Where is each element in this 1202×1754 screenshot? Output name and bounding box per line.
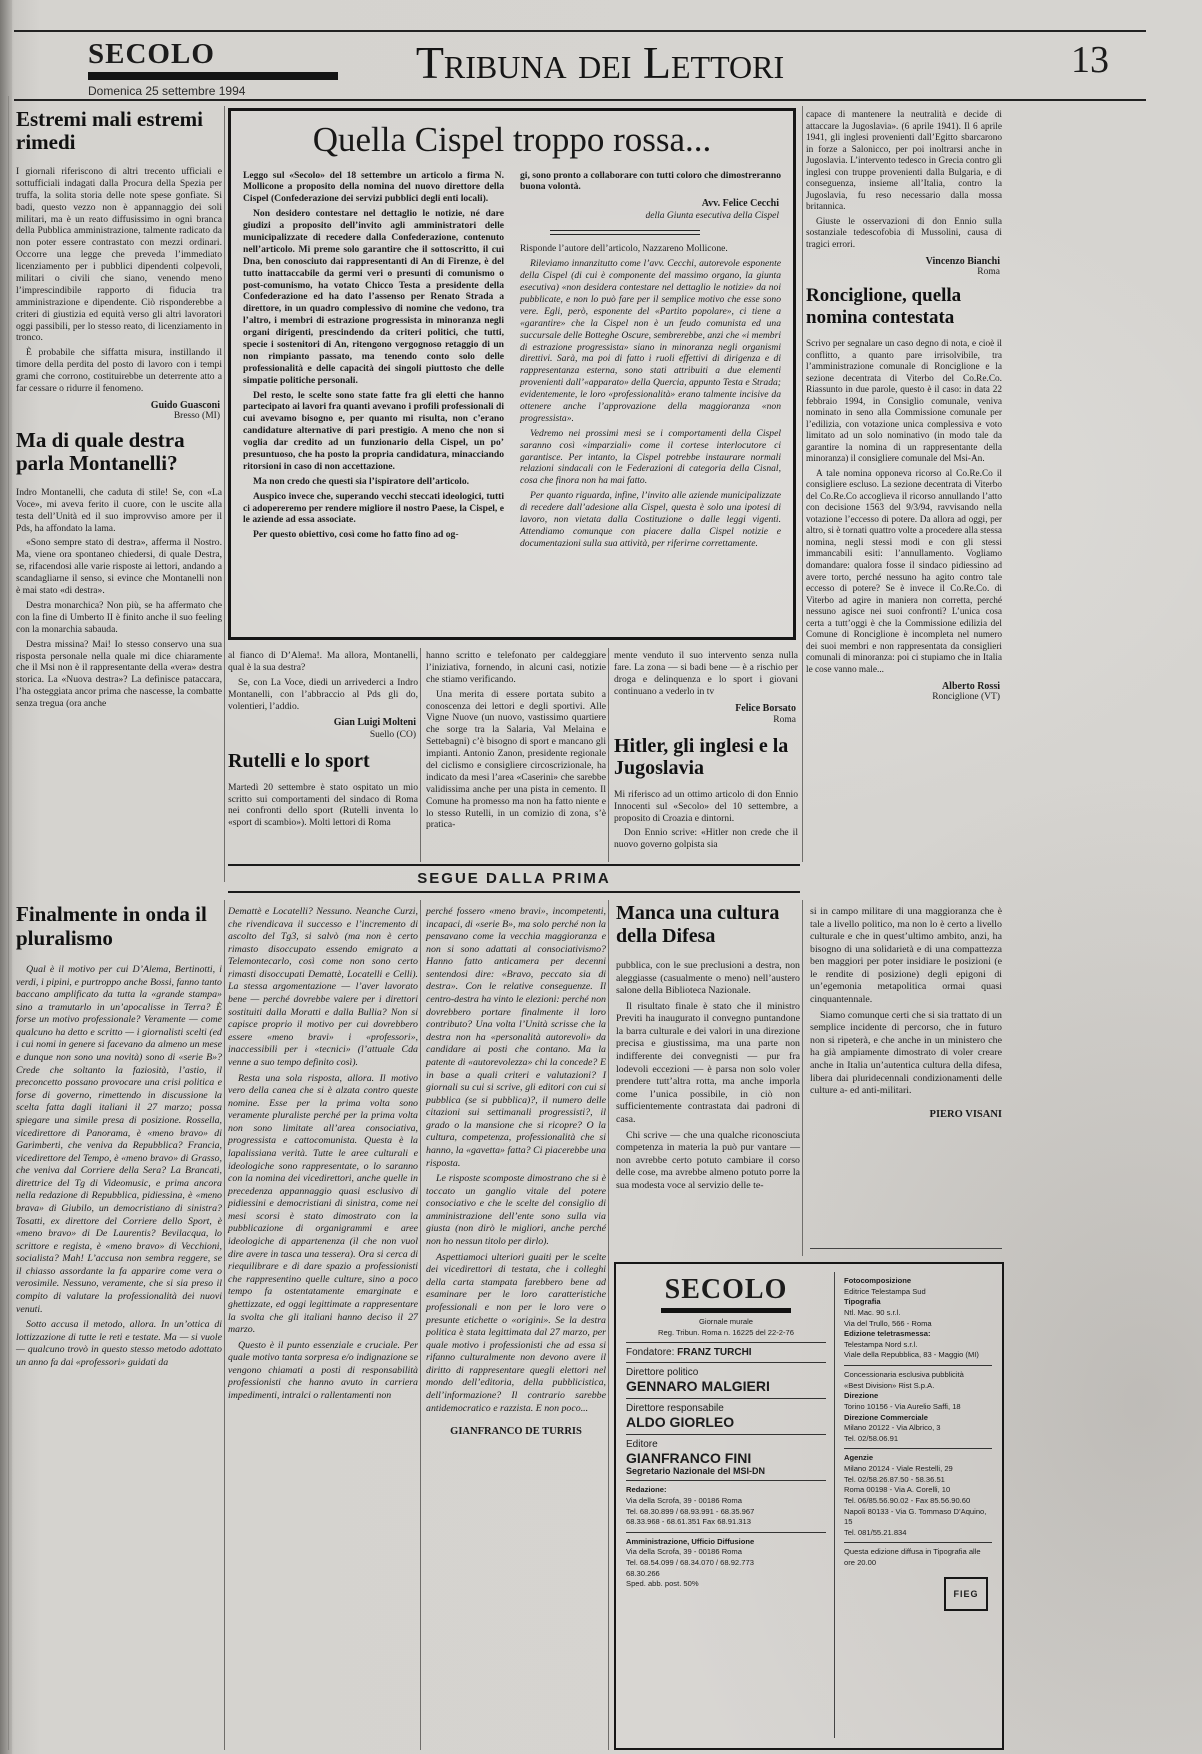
letter-signature (806, 256, 1000, 277)
colophon-line: Tel. 02/58.26.87.50 - 58.36.51 (844, 1474, 945, 1484)
article-title: Manca una cultura della Difesa (616, 902, 780, 947)
mid-column-a (228, 650, 418, 832)
political-director-name: GENNARO MALGIERI (626, 1378, 770, 1395)
publisher-name: GIANFRANCO FINI (626, 1450, 752, 1467)
paragraph: Don Ennio scrive: «Hitler non crede che il nuovo governo golpista sia (614, 827, 798, 851)
letter-signature (520, 198, 779, 222)
colophon-logo: SECOLO (664, 1274, 788, 1305)
paragraph: A tale nomina opponeva ricorso al Co.Re.Co il consigliere escluso. La sezione decentrata di Viterbo del Co.Re.Co accoglieva il ricorso annullando l’atto con decisione 1563 del 9/3/94, ravvisando nella votazione l’eccesso di potere. Da allora ad oggi, per altro, si è tornati quattro volte a procedere alla stessa nomina, negli stessi modi e con gli stessi immancabili esiti: l’annullamento. Vogliamo domandare: qualora fosse il sindaco pidiessino ad avere torto, perché nessuno ha agito contro tale eccesso di potere? Se è invece il Co.Re.Co. di Viterbo ad agire in maniera non corretta, perché nessuno agisce nei suoi confronti? L’unica cosa certa a tutt’oggi è che la Commissione edilizia del Comune di Ronciglione è incompleta nel numero dei suoi membri e non rappresentata da consiglieri comunali di minoranza: poi ci stupiamo che in Italia le cose vanno male... (806, 468, 1002, 675)
article-title: Quella Cispel troppo rossa... (312, 120, 712, 159)
paragraph: Destra monarchica? Non più, se ha affermato che con la fine di Umberto II è finito anche il suo feeling con la monarchia sabauda. (16, 599, 222, 635)
divider (626, 1342, 826, 1343)
author-signature: GIANFRANCO DE TURRIS (450, 1426, 582, 1438)
paragraph: Auspico invece che, superando vecchi steccati ideologici, tutti ci adopereremo per rendere migliore il nostro Paese, la Cispel, e le aziende ad essa associate. (243, 490, 504, 526)
paragraph: Aspettiamoci ulteriori guaiti per le scelte dei vicedirettori di testata, che i colleghi della carta stampata farebbero bene ad esaminare per le loro caratteristiche professionali e non per le loro vere o presunte etichette o «origini». Se la destra politica è stata legittimata dal 27 marzo, per quale motivo i professionisti che ad essa si rifanno culturalmente non devono avere il diritto di rappresentare quegli elettori nel mondo dell’editoria, della pubblicistica, dell’informazione? Il contrario sarebbe antidemocratico e razzista. E non poco... (426, 1251, 606, 1414)
founder-row (626, 1347, 826, 1358)
column-rule (802, 900, 803, 1256)
signature-role: della Giunta esecutiva della Cispel (645, 210, 779, 221)
column-rule (420, 900, 421, 1750)
colophon-line: Via del Trullo, 566 - Roma (844, 1318, 932, 1328)
colophon-registration: Reg. Tribun. Roma n. 16225 del 22-2-76 (658, 1327, 794, 1337)
header-rule-top (14, 30, 1146, 32)
divider (626, 1434, 826, 1435)
reply-divider (550, 230, 700, 235)
paragraph: si in campo militare di una maggioranza che è tale a livello politico, ma non lo è certo a livello culturale e che in quest’ultimo ambito, anzi, ha bisogno di una solidarietà e di una compattezza ben maggiori per poter insidiare le posizioni (e le rendite di posizione) degli epigoni di un’egemonia metapolitica ormai quasi cinquantennale. (810, 906, 1002, 1006)
paragraph: Siamo comunque certi che si sia trattato di un semplice incidente di percorso, che in futuro non si ripeterà, e che anche in un ministero che ha già ampiamente dimostrato di voler creare anche in Italia un’autentica cultura della difesa, libera dai pluridecennali condizionamenti delle culture a- ed anti-militari. (810, 1009, 1002, 1097)
letter-signature (614, 703, 796, 727)
colophon-line: Viale della Repubblica, 83 - Maggio (MI) (844, 1350, 979, 1360)
paragraph: Demattè e Locatelli? Nessuno. Neanche Curzi, che rivendicava il successo e l’incremento di ascolto del Tg3, si salvò (ma non è certo rimasto disoccupato essendo emigrato a Telemontecarlo, così come non sono certo rimasti disoccupati Demattè, Locatelli e Celli). La stessa argomentazione — l’aver lavorato bene — perché dovrebbe valere per i direttori sostituiti dalla Moratti e dalla Bullia? Non si capisce proprio il motivo per cui dovrebbero essere «meno bravi» i «professori», inaccessibili per i «tecnici» (l’attuale Cda venne a suo tempo definito così). (228, 906, 418, 1068)
paragraph: Il risultato finale è stato che il ministro Previti ha inaugurato il convegno puntandone la barra culturale e dei valori in una direzione precisa e giustissima, ma una parte non indifferente dei convegnisti — pur fra lodevoli eccezioni — è parsa non solo voler prendere tutt’altra rotta, ma anche imporla come l’unica possibile, in ciò non sufficientemente contrastata dai padroni di casa. (616, 1000, 800, 1125)
column-rule (224, 106, 225, 882)
colophon-line: Direzione Commerciale (844, 1412, 928, 1422)
paragraph: Resta una sola risposta, allora. Il motivo vero della canea che si è alzata contro queste nomine. Esse per la prima volta sono veramente pluraliste perché per la prima volta non sono limitate all’area consociativa, progressista e cattocomunista. Questa è la lapalissiana verità. Tutte le aree culturali e ideologiche sono rappresentate, o lo saranno con la nomina dei vicedirettori, anche quelle in precedenza appannaggio quasi esclusivo di pidiessini e democristiani di sinistra, come nei mesi scorsi è stato dimostrato con la pubblicazione di organigrammi e aree ideologiche di appartenenza (il che non vuol dire avere in tasca una tessera). Ora si cerca di riequilibrare e di dare spazio a professionisti che rappresentino quelle culture, sino a poco tempo fa ostentatamente emarginate e ghettizzate, ed oggi legittimate a rappresentare la svolta che gli italiani hanno deciso il 27 marzo. (228, 1072, 418, 1336)
paragraph: Sotto accusa il metodo, allora. In un’ottica di lottizzazione di tutte le reti e testate. Ma — si vuole — qualcuno trovò in questo stesso metodo adottato un anno fa dai «professori» guidati da (16, 1319, 222, 1368)
column-rule (608, 900, 609, 1750)
signature-name: Alberto Rossi (941, 681, 1000, 693)
paragraph: Del resto, le scelte sono state fatte fra gli eletti che hanno partecipato ai lavori fra quanti avevano i profili professionali di cui avevamo bisogno e, per quanto mi risulta, non c’erano candidature alternative di pari prestigio. A meno che non si voglia dar credito ad un funzionario della Cispel, un po’ presuntuoso, che ha posto la propria candidatura, minacciando ritorsioni in caso di non accettazione. (243, 389, 504, 472)
mid-column-b (426, 650, 606, 834)
letter-column-right (520, 170, 781, 553)
paragraph: pubblica, con le sue preclusioni a destra, non aleggiasse (casualmente o meno) nell’austero salone della Biblioteca Nazionale. (616, 960, 800, 997)
paragraph: Vedremo nei prossimi mesi se i comportamenti della Cispel saranno così «imparziali» come il cortese interlocutore ci garantisce. Per intanto, la Cispel potrebbe instaurare normali relazioni sindacali con le Federazioni di categoria della Cisnal, cosa che finora non ha mai fatto. (520, 427, 781, 487)
column-rule (802, 106, 803, 862)
paragraph: Leggo sul «Secolo» del 18 settembre un articolo a firma N. Mollicone a proposito della nomina del nuovo direttore della Cispel (Confederazione dei servizi pubblici degli enti locali). (243, 169, 504, 205)
amministrazione-label: Amministrazione, Ufficio Diffusione (626, 1536, 755, 1546)
colophon-line: Milano 20122 - Via Albrico, 3 (844, 1423, 941, 1433)
paragraph: capace di mantenere la neutralità e decide di attaccare la Jugoslavia». (6 aprile 1941). Il 6 aprile 1941, gli inglesi provenienti dall’Egitto sbarcarono in forze a Salonicco, per poi inoltrarsi anche in Jugoslavia. L’intervento tedesco in Grecia contro gli inglesi con truppe provenienti dalla Bulgaria, e di conseguenza, insieme all’Italia, contro la Jugoslavia, fu reso necessario dalla mossa britannica. (806, 110, 1002, 213)
responsible-director-name: ALDO GIORLEO (626, 1414, 735, 1431)
publisher-subtitle: Segretario Nazionale del MSI-DN (626, 1466, 766, 1477)
colophon-line: Tel. 02/58.06.91 (844, 1433, 899, 1443)
scan-edge (0, 0, 12, 1754)
colophon-line: Edizione teletrasmessa: (844, 1329, 931, 1339)
paragraph: «Sono sempre stato di destra», afferma il Nostro. Ma, viene ora spontaneo chiedersi, di quale Destra, se, rifacendosi alle varie risposte ai lettori, andando a scandagliarne il senso, si evince che Montanelli non è mai stato «di destra». (16, 537, 222, 597)
column-rule (224, 900, 225, 1750)
colophon-line: Direzione (844, 1391, 879, 1401)
colophon-line: Milano 20124 - Viale Restelli, 29 (844, 1464, 953, 1473)
colophon-logo-bar (661, 1308, 791, 1313)
segue-banner-text: SEGUE DALLA PRIMA (417, 870, 611, 887)
letter-signature (806, 681, 1000, 702)
signature-place: Roma (773, 714, 796, 725)
signature-name: Avv. Felice Cecchi (701, 198, 779, 210)
article-title: Estremi mali estremi rimedi (16, 107, 204, 154)
issue-date: Domenica 25 settembre 1994 (88, 84, 246, 98)
article-body (806, 339, 1002, 676)
signature-place: Roma (977, 267, 1000, 278)
paragraph: hanno scritto e telefonato per caldeggiare l’iniziativa, fornendo, in alcuni casi, notizie che stiamo verificando. (426, 650, 606, 685)
divider (844, 1365, 992, 1366)
paragraph: Questo è il punto essenziale e cruciale. Per quale motivo tanta sorpresa e/o indignazione se vengono chiamati a posti di responsabilità professionisti che hanno avuto in carriera impedimenti, intralci o rallentamenti non (228, 1339, 418, 1401)
section-rule (810, 1248, 1002, 1249)
colophon-divider (834, 1272, 835, 1738)
paragraph: Ma non credo che questi sia l’ispiratore dell’articolo. (253, 475, 470, 487)
paragraph: al fianco di D’Alema!. Ma allora, Montanelli, qual è la sua destra? (228, 650, 418, 673)
redazione-line: Tel. 68.30.899 / 68.93.991 - 68.35.967 (626, 1506, 755, 1516)
signature-name: Felice Borsato (735, 702, 796, 714)
article-pluralismo (16, 902, 222, 1373)
page-title: Tribuna dei Lettori (415, 37, 785, 88)
article-body (806, 110, 1002, 251)
colophon-line: Napoli 80133 - Via G. Tommaso D’Aquino, 15 (844, 1506, 987, 1527)
page-number: 13 (1071, 39, 1109, 81)
edition-note: Questa edizione diffusa in Tipografia alle ore 20.00 (844, 1547, 981, 1567)
article-cispel-box (228, 108, 796, 640)
colophon-line: Concessionaria esclusiva pubblicità (844, 1370, 964, 1379)
article-difesa (616, 902, 800, 1195)
amministrazione-line: Tel. 68.54.099 / 68.34.070 / 68.92.773 (626, 1558, 754, 1567)
paragraph: I giornali riferiscono di altri trecento ufficiali e sottufficiali indagati dalla Procura della Spezia per truffa, la solita storia delle note spese gonfiate. Si badi, questo vezzo non è appannaggio dei soli militari, ma è un reato diffusissimo in ogni branca della Pubblica amministrazione, talmente radicato da non poter essere contrastato con mezzi ordinari. Occorre una legge che preveda l’immediato licenziamento per i pubblici dipendenti colpevoli, militari o civili che siano, venendo meno l’imprescindibile rapporto di fiducia tra amministrazione e dipendente. Ciò risponderebbe a criteri di giustizia ed equità verso gli altri lavoratori oggi passibili, per lo stesso reato, di licenziamento in tronco. (16, 166, 222, 344)
signature-place: Bresso (MI) (173, 410, 220, 421)
divider (626, 1480, 826, 1481)
article-title: Hitler, gli inglesi e la Jugoslavia (614, 734, 789, 779)
divider (844, 1542, 992, 1543)
author-signature: PIERO VISANI (929, 1108, 1002, 1120)
letter-signature (228, 717, 416, 741)
letter-column-left (243, 170, 504, 553)
redazione-line: Via della Scrofa, 39 - 00186 Roma (626, 1495, 742, 1505)
founder-label: Fondatore: (626, 1347, 675, 1359)
colophon-left (626, 1274, 826, 1590)
segue-banner (228, 864, 800, 893)
colophon-line: Fotocomposizione (844, 1276, 912, 1285)
colophon-box (614, 1262, 1004, 1750)
paragraph: Se, con La Voce, diedi un arrivederci a Indro Montanelli, con l’abbraccio al Pds gli do, volentieri, l’addio. (228, 676, 418, 712)
paragraph: mente venduto il suo intervento senza nulla fare. La zona — si badi bene — è a rischio per droga e delinquenza e lo sport i giovani continuano a vederlo in tv (614, 650, 798, 697)
publisher-label: Editore (626, 1439, 658, 1451)
article-body (16, 166, 222, 395)
paragraph: Le risposte scomposte dimostrano che si è toccato un ganglio vitale del potere consociativo e che le scelte del consiglio di amministrazione dell’ente sono sulla via giusta (non dirò le migliori, anche perché non ho nessun titolo per dirlo). (426, 1173, 606, 1248)
founder-name: FRANZ TURCHI (677, 1347, 752, 1359)
paragraph: Non desidero contestare nel dettaglio le notizie, né dare giudizi a proposito dell’invito agli amministratori delle municipalizzate di recedere dalla Confederazione, contenuto nell’articolo. Mi preme solo garantire che il sottoscritto, il cui Dna, ben conosciuto dai rappresentanti di An di Firenze, è del tutto inattaccabile da germi veri o presunti di comunismo o post-comunismo, ha votato Chicco Testa a presidente della Confederazione ed ha dato l’assenso per Renato Strada a direttore, in un quadro complessivo di nomine che vedono, tra l’altro, i membri di estrazione progressista in minoranza negli organi dirigenti, prescindendo da criteri politici, che tutti, specie i sostenitori di An, ritengono vergognoso retaggio di un non rimpianto passato, ma tenendo conto solo delle professionalità e delle capacità dei singoli piuttosto che delle simpatie politiche personali. (243, 208, 504, 386)
paragraph: Scrivo per segnalare un caso degno di nota, e cioè il conflitto, a quanto pare irrisolvibile, tra l’amministrazione comunale di Ronciglione e la sezione decentrata di Viterbo del Co.Re.Co. Riassunto in due parole, questo è il caso: in data 22 febbraio 1994, in Consiglio comunale, veniva nominato in seno alla Commissione comunale per l’edilizia, con votazione unica complessiva e voto limitato ad un solo nominativo (in modo tale da garantire la nomina di un rappresentante della minoranza) il consigliere comunale del Msi-An. (806, 339, 1002, 465)
column-rule (420, 648, 421, 862)
colophon-line: Tel. 081/55.21.834 (844, 1527, 907, 1537)
political-director-label: Direttore politico (626, 1367, 699, 1379)
letter-signature (16, 400, 220, 421)
colophon-line: Tipografia (844, 1297, 881, 1307)
colophon-line: Torino 10156 - Via Aurelio Saffi, 18 (844, 1401, 961, 1411)
amministrazione-line: Sped. abb. post. 50% (626, 1579, 699, 1589)
article-title: Ronciglione, quella nomina contestata (806, 285, 962, 329)
paragraph: perché fossero «meno bravi», incompetenti, incapaci, di «serie B», ma solo perché non la pensavano come la vecchia maggioranza e non si sono adattati al consociativismo? Hanno fatto anticamera per decenni sentendosi dire: «Bravo, peccato sia di destra». Con le relative conseguenze. Il centro-destra ha vinto le elezioni: perché non dovrebbero portare finalmente il loro contributo? Una volta l’Unità scrisse che la destra non ha «personalità autorevoli» da candidare ai posti che contano. Ma la patente di «autorevolezza» chi la concede? E in base a quali criteri e valutazioni? I giornali su cui si scrive, gli editori con cui si pubblica (se si pubblica)?, il numero delle citazioni sui settimanali progressisti?, il grado o la mansione che si ricopre? O la cultura, competenza, professionalità che si hanno, la «gavetta» fatta? Ci piacerebbe una risposta. (426, 906, 606, 1169)
colophon-subtitle: Giornale murale (698, 1317, 754, 1326)
article-body (616, 960, 800, 1192)
bottom-column-5 (810, 906, 1002, 1121)
paragraph: Qual è il motivo per cui D’Alema, Bertinotti, i verdi, i pipini, e purtroppo anche Bossi, fanno tanto baccano amplificato da tutta la «grande stampa» sino a tramutarlo in un’apocalisse in Terra? È forse un motivo professionale? Veramente — come qualcuno ha detto e scritto — i giornalisti scelti (ed i cui nomi in genere si facevano da almeno un mese e dunque non sono una novità) sono di «serie B»? Crede che soltanto la faziosità, l’astio, il preconcetto possano provocare una crisi politica e forse di governo, rimettendo in discussione la scelta fatta dagli italiani il 27 marzo; possa spiegare una simile presa di posizione. Rossella, vicedirettore di Panorama, è «meno bravo» di Garimberti, che veniva da Repubblica? Francia, vicedirettore del Tempo, è «meno bravo» di Grasso, che veniva dal Corriere della Sera? La Brancati, direttrice del Tg di Videomusic, e prima ancora nella redazione di Repubblica, pidiessina, è «meno brava» di Giubilo, un democristiano di sinistra? Tosatti, ex direttore del Corriere dello Sport, è «meno bravo» di De Laurentis? Bevilacqua, lo scrittore e regista, è «meno bravo» di Vecchioni, socialista? Mah! L’accusa non sembra reggere, se il chiasso assordante la fa apparire come vera o verosimile. Nessuno, veramente, che si sia preso il compito di valutare la professionalità dei nuovi venuti. (16, 964, 222, 1315)
article-estremi (16, 108, 222, 713)
reply-intro: Risponde l’autore dell’articolo, Nazzareno Mollicone. (520, 243, 728, 255)
colophon-line: Agenzie (844, 1453, 874, 1463)
bottom-column-3 (426, 906, 606, 1438)
redazione-label: Redazione: (626, 1485, 667, 1495)
paragraph: Mi riferisco ad un ottimo articolo di don Ennio Innocenti sul «Secolo» del 10 settembre, a proposito di Croazia e dintorni. (614, 788, 798, 824)
divider (626, 1532, 826, 1533)
paragraph: gi, sono pronto a collaborare con tutti coloro che dimostreranno buona volontà. (520, 169, 781, 193)
colophon-line: Ntl. Mac. 90 s.r.l. (844, 1307, 901, 1317)
signature-name: Guido Guasconi (150, 399, 220, 411)
paragraph: Rileviamo innanzitutto come l’avv. Cecchi, autorevole esponente della Cispel (di cui è componente del massimo organo, la giunta esecutiva) «non desidera contestare nel dettaglio le notizie» da noi pubblicate, e non lo può fare per il semplice motivo che esse sono vere. Egli, però, esponente del «Partito popolare», ci tiene a «garantire» che la Cispel non è un feudo comunista ed una succursale delle Botteghe Oscure, sembrerebbe, anzi che «i membri di estrazione progressista» siano in minoranza negli organismi direttivi. Sarà, ma poi di fatto i ruoli effettivi di dirigenza e di rappresentanza esterna, sono stati attribuiti a due elementi provenienti dall’«apparato» della Quercia, appunto Testa e Strada; evidentemente, le loro «professionalità» erano talmente incisive da ottenere anche l’approvazione della maggioranza «non progressista». (520, 258, 781, 424)
article-title: Rutelli e lo sport (228, 749, 370, 772)
signature-place: Ronciglione (VT) (932, 692, 1000, 703)
colophon-line: «Best Division» Rist S.p.A. (844, 1380, 935, 1390)
amministrazione-line: Via della Scrofa, 39 - 00186 Roma (626, 1547, 742, 1557)
divider (626, 1398, 826, 1399)
colophon-line: Telestampa Nord s.r.l. (844, 1339, 918, 1349)
fieg-logo: FIEG (944, 1577, 988, 1611)
paragraph: Per quanto riguarda, infine, l’invito alle aziende municipalizzate di recedere dall’adesione alla Cispel, questa è solo una ipotesi di lavoro, non vietata dalla Costituzione o dalle leggi vigenti. Attendiamo comunque con piacere dalla Cispel notizie e documentazioni sulla sua attività, per riferirne correttamente. (520, 490, 781, 549)
article-title: Finalmente in onda il pluralismo (16, 902, 207, 950)
article-body (16, 964, 222, 1370)
paragraph: Indro Montanelli, che caduta di stile! Se, con «La Voce», mi aveva ferito il cuore, con le uscite alla testa dell’Unità ed il suo improvviso amore per il Pds, ha affondato la lama. (16, 486, 222, 534)
paragraph: È probabile che siffatta misura, instillando il timore della perdita del posto di lavoro con i tempi grami che corrono, costituirebbe un deterrente atto a far cessare o ridurre il fenomeno. (16, 347, 222, 395)
paragraph: Martedì 20 settembre è stato ospitato un mio scritto sui comportamenti del sindaco di Roma nei confronti dello sport (Rutelli inventa lo «sport di scambio»). Molti lettori di Roma (228, 781, 418, 829)
colophon-right (844, 1276, 992, 1611)
right-column (806, 110, 1002, 710)
signature-name: Gian Luigi Molteni (333, 717, 416, 729)
paragraph: Destra missina? Mai! Io stesso conservo una sua risposta personale nella quale mi dice chiaramente che il Msi non è il rappresentante della «vera» destra storica. La «Nuova destra»? La definisce pataccara, l’ha osteggiata ancor prima che nascesse, la combatte senza tregua (ora anche (16, 638, 222, 710)
column-rule (608, 648, 609, 862)
signature-place: Suello (CO) (369, 729, 416, 740)
paragraph: Una merita di essere portata subito a conoscenza dei lettori e degli sportivi. Alle Vigne Nuove (un nuovo, vastissimo quartiere che sorge tra la Salaria, Val Melaina e Settebagni) c’è bisogno di sport e mancano gli impianti. Antonio Zanon, presidente regionale del ciclismo e consigliere circoscrizionale, ha indicato da mesi l’area «Caserini» che sarebbe validissima anche per una pista in cemento. Il Comune ha promesso ma non ha fatto niente e lo stesso Rutelli, in un comizio di zona, s’è pratica- (426, 688, 606, 831)
signature-name: Vincenzo Bianchi (925, 256, 1000, 268)
header-rule-bottom (14, 99, 1146, 101)
column-rule (8, 96, 9, 1750)
paragraph: Per questo obiettivo, così come ho fatto fino ad og- (253, 529, 459, 541)
colophon-line: Editrice Telestampa Sud (844, 1286, 926, 1296)
paragraph: Giuste le osservazioni di don Ennio sulla sostanziale tedescofobia di Mussolini, causa di tragici errori. (806, 216, 1002, 250)
colophon-line: Tel. 06/85.56.90.02 - Fax 85.56.90.60 (844, 1495, 971, 1505)
divider (626, 1362, 826, 1363)
mid-column-c (614, 650, 798, 854)
responsible-director-label: Direttore responsabile (626, 1403, 724, 1415)
bottom-column-2 (228, 906, 418, 1406)
paragraph: Chi scrive — che una qualche riconosciuta competenza in materia la può pur vantare — non avrebbe certo potuto cambiare il corso delle cose, ma avrebbe almeno potuto porre la sua modesta voce al servizio delle te- (616, 1129, 800, 1191)
redazione-line: 68.33.968 - 68.61.351 Fax 68.91.313 (626, 1517, 751, 1527)
amministrazione-line: 68.30.266 (626, 1568, 660, 1578)
article-body (16, 487, 222, 710)
colophon-line: Roma 00198 - Via A. Corelli, 10 (844, 1485, 951, 1495)
divider (844, 1448, 992, 1449)
article-title: Ma di quale destra parla Montanelli? (16, 427, 185, 475)
masthead: SECOLO (88, 38, 215, 70)
